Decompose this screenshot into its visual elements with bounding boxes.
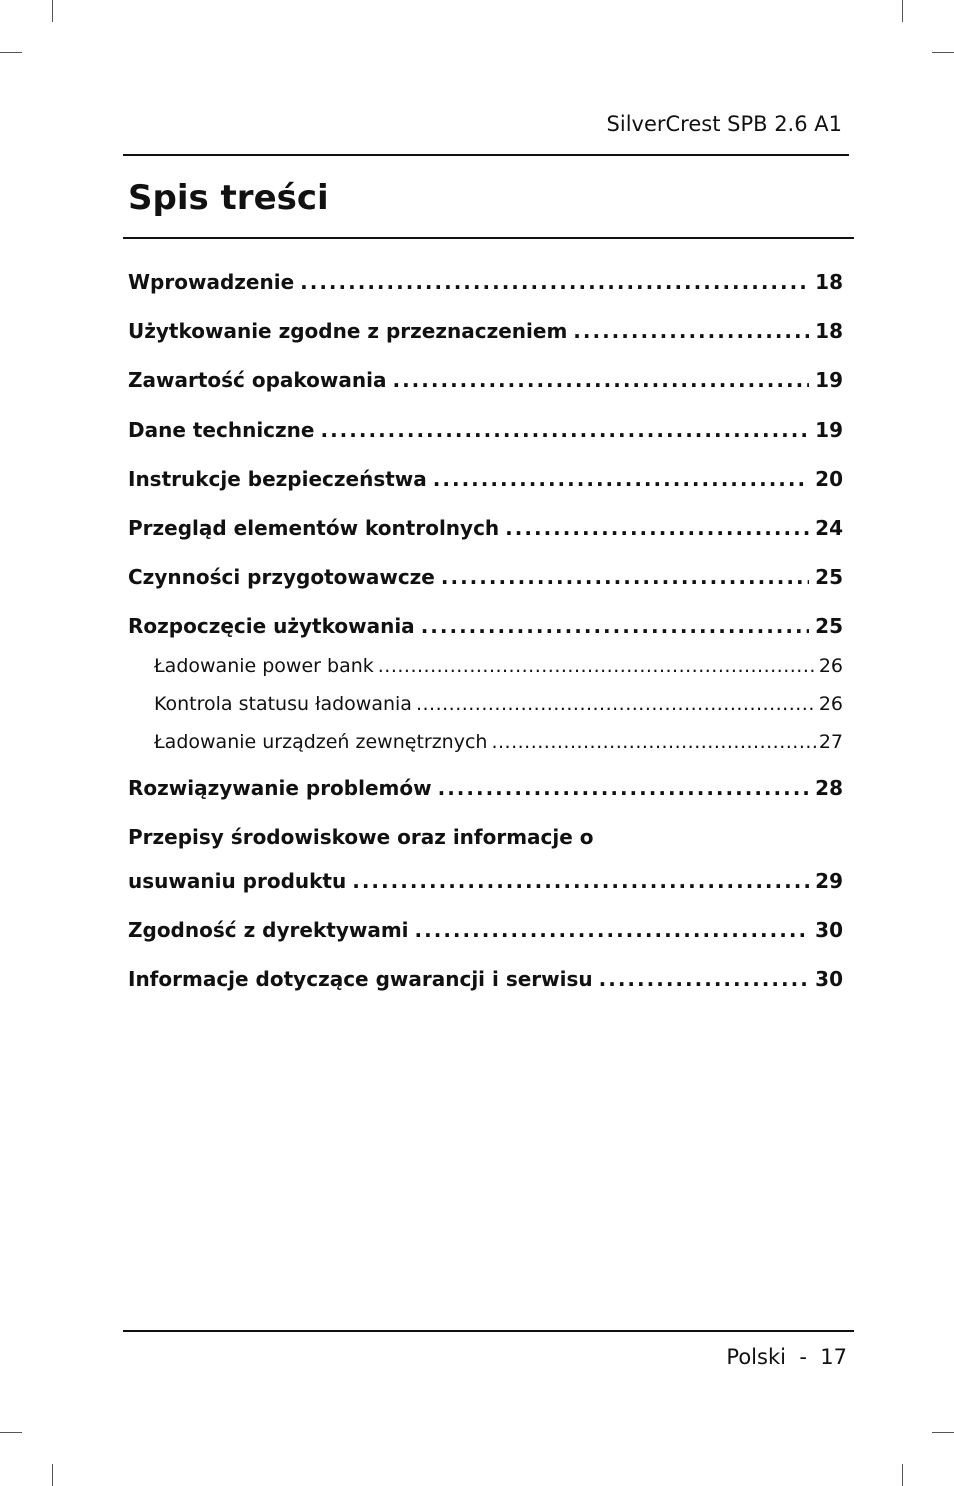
crop-mark <box>0 1432 22 1433</box>
footer-language: Polski <box>726 1345 786 1369</box>
toc-leader-dots <box>415 910 810 950</box>
toc-leader-dots <box>300 262 809 302</box>
toc-entry-label: Zgodność z dyrektywami <box>128 917 409 942</box>
crop-mark <box>0 52 22 53</box>
toc-entry-page: 30 <box>815 967 843 992</box>
toc-entry-label: Instrukcje bezpieczeństwa <box>128 466 427 491</box>
toc-entry-label: usuwaniu produktu <box>128 868 347 893</box>
toc-leader-dots <box>441 557 809 597</box>
toc-entry[interactable] <box>128 410 843 459</box>
toc-entry-label: Przegląd elementów kontrolnych <box>128 515 500 540</box>
title-rule <box>123 237 854 239</box>
crop-mark <box>52 1464 53 1486</box>
toc-entry[interactable] <box>128 508 843 557</box>
crop-mark <box>52 0 53 22</box>
toc-leader-dots <box>599 959 810 999</box>
toc-entry[interactable] <box>128 768 843 817</box>
toc-sub-entry-label: Ładowanie power bank <box>154 654 374 677</box>
toc-leader-dots <box>491 727 815 757</box>
toc-entry-page: 28 <box>815 775 843 800</box>
toc-entry-label: Dane techniczne <box>128 417 315 442</box>
toc-leader-dots <box>438 768 810 808</box>
toc-leader-dots <box>320 410 809 450</box>
toc-entry-page: 19 <box>815 417 843 442</box>
toc-entry-label: Informacje dotyczące gwarancji i serwisu <box>128 967 593 992</box>
toc-sub-entry-label: Kontrola statusu ładowania <box>154 692 412 715</box>
page-title: Spis treści <box>128 178 329 218</box>
toc-entry-page: 20 <box>815 466 843 491</box>
header-product-name: SilverCrest SPB 2.6 A1 <box>606 112 842 136</box>
toc-entry[interactable] <box>128 606 843 655</box>
toc-entry-page: 19 <box>815 368 843 393</box>
toc-leader-dots <box>421 606 809 646</box>
toc-entry[interactable] <box>128 861 843 910</box>
toc-entry[interactable] <box>128 959 843 1008</box>
toc-entry[interactable] <box>128 557 843 606</box>
toc-entry[interactable] <box>128 262 843 311</box>
toc-entry-label: Rozpoczęcie użytkowania <box>128 614 415 639</box>
toc-sub-entry-page: 26 <box>818 692 843 715</box>
page-number: 17 <box>820 1345 847 1369</box>
footer <box>726 1345 847 1369</box>
header-rule <box>123 154 849 156</box>
toc-entry-label: Użytkowanie zgodne z przeznaczeniem <box>128 319 568 344</box>
toc-entry-page: 30 <box>815 917 843 942</box>
footer-separator: - <box>799 1345 807 1369</box>
toc-entry-page: 29 <box>815 868 843 893</box>
toc-sub-entry[interactable] <box>128 727 843 768</box>
toc-sub-entry-page: 27 <box>818 730 843 753</box>
toc-entry[interactable] <box>128 910 843 959</box>
toc-entry-label: Przepisy środowiskowe oraz informacje o <box>128 824 594 849</box>
crop-mark <box>932 52 954 53</box>
footer-rule <box>123 1330 854 1332</box>
toc-sub-entry[interactable] <box>128 689 843 727</box>
toc-entry-wrapped-line[interactable] <box>128 817 843 861</box>
toc-entry-page: 25 <box>815 614 843 639</box>
toc-leader-dots <box>378 651 816 681</box>
toc-entry[interactable] <box>128 360 843 409</box>
toc-entry-label: Wprowadzenie <box>128 270 295 294</box>
crop-mark <box>902 0 903 22</box>
crop-mark <box>902 1464 903 1486</box>
toc-entry-label: Zawartość opakowania <box>128 368 387 393</box>
toc-sub-entry-label: Ładowanie urządzeń zewnętrznych <box>154 730 488 753</box>
crop-mark <box>932 1432 954 1433</box>
toc-entry-page: 18 <box>815 319 843 344</box>
toc-leader-dots <box>433 459 809 499</box>
toc-entry-page: 24 <box>815 515 843 540</box>
toc-entry-label: Rozwiązywanie problemów <box>128 775 432 800</box>
toc-leader-dots <box>416 689 816 719</box>
toc-leader-dots <box>505 508 809 548</box>
toc-leader-dots <box>573 311 809 351</box>
toc-sub-entry-page: 26 <box>818 654 843 677</box>
toc-entry[interactable] <box>128 459 843 508</box>
toc-entry-page: 18 <box>815 270 843 294</box>
table-of-contents <box>128 262 843 1008</box>
toc-leader-dots <box>392 360 809 400</box>
toc-entry[interactable] <box>128 311 843 360</box>
toc-entry-label: Czynności przygotowawcze <box>128 565 435 590</box>
toc-entry-page: 25 <box>815 565 843 590</box>
toc-sub-entry[interactable] <box>128 651 843 689</box>
toc-leader-dots <box>352 861 809 901</box>
